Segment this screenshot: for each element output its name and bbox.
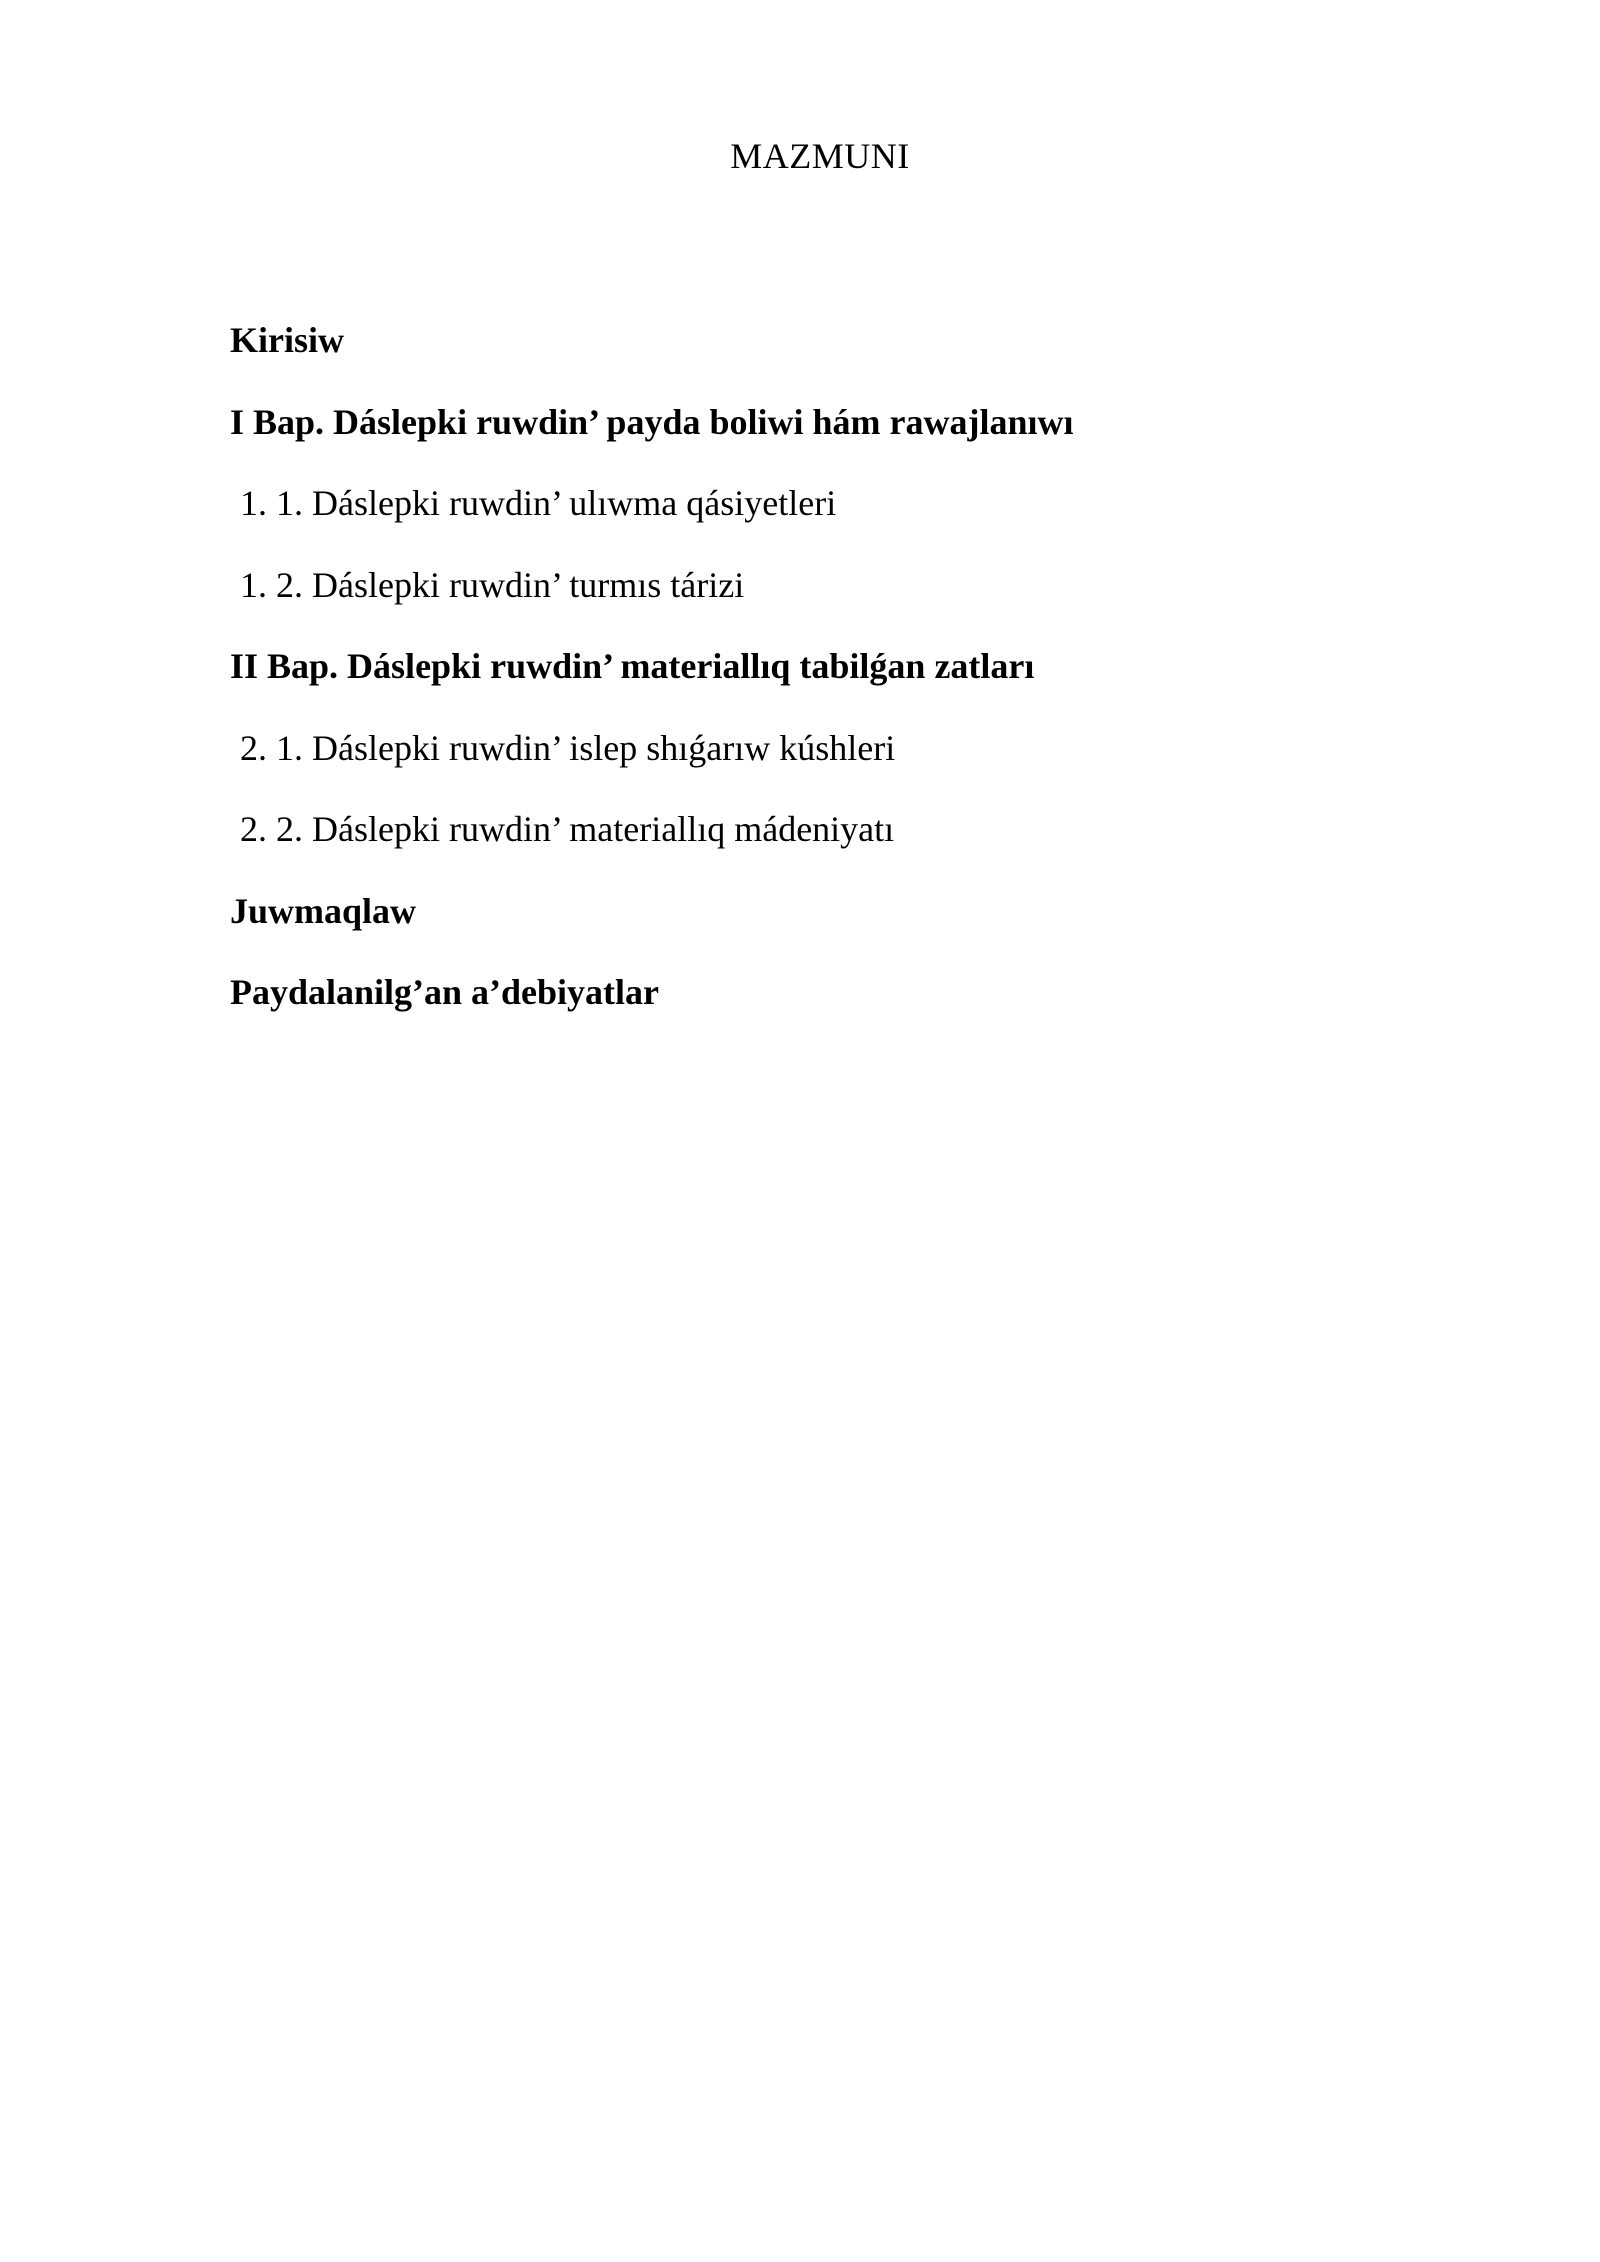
toc-item-introduction: Kirisiw bbox=[230, 320, 344, 360]
toc-item-section-2-1: 2. 1. Dáslepki ruwdin’ islep shıǵarıw kúshleri bbox=[240, 727, 896, 768]
table-of-contents bbox=[230, 318, 1430, 1052]
toc-item-conclusion: Juwmaqlaw bbox=[230, 890, 417, 931]
toc-item-section-1-2: 1. 2. Dáslepki ruwdin’ turmıs tárizi bbox=[240, 564, 745, 605]
toc-item-section-2-2: 2. 2. Dáslepki ruwdin’ materiallıq mádeniyatı bbox=[240, 809, 895, 849]
page-title: MAZMUNI bbox=[730, 136, 910, 176]
toc-item-references: Paydalanilg’an a’debiyatlar bbox=[230, 972, 660, 1012]
toc-item-chapter-1: I Bap. Dáslepki ruwdin’ payda boliwi hám rawajlanıwı bbox=[230, 401, 1074, 442]
toc-item-section-1-1: 1. 1. Dáslepki ruwdin’ ulıwma qásiyetleri bbox=[240, 483, 837, 523]
toc-item-chapter-2: II Bap. Dáslepki ruwdin’ materiallıq tabilǵan zatları bbox=[230, 646, 1035, 686]
